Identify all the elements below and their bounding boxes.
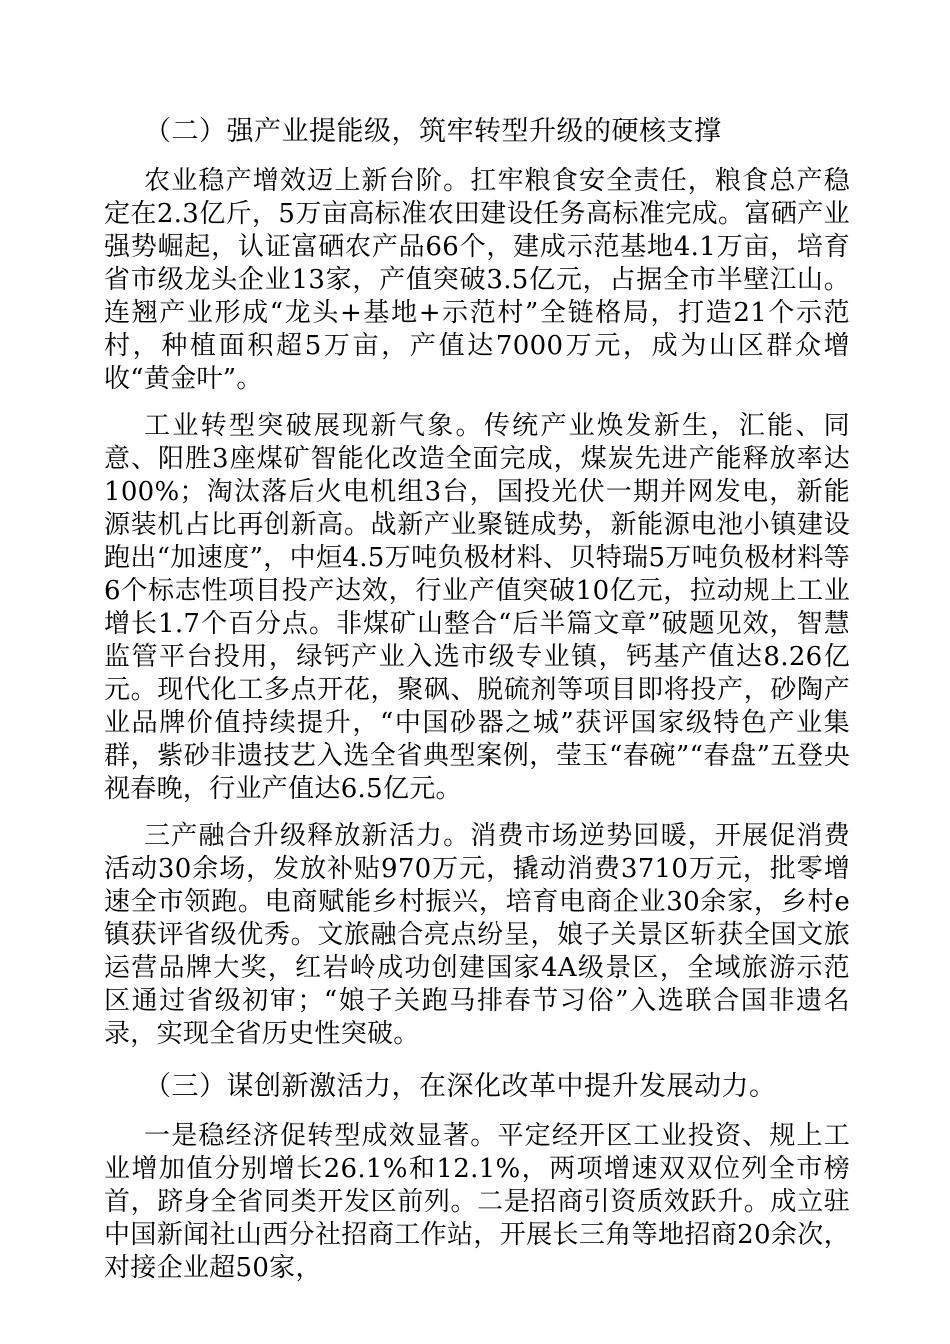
section-heading-3: （三）谋创新激活力，在深化改革中提升发展动力。	[144, 1071, 777, 1102]
document-body	[104, 110, 850, 1285]
paragraph-industry: 工业转型突破展现新气象。传统产业焕发新生，汇能、同意、阳胜3座煤矿智能化改造全面完成，煤炭先进产能释放率达100%；淘汰落后火电机组3台，国投光伏一期并网发电，新能源装机占比再创新高。战新产业聚链成势，新能源电池小镇建设跑出“加速度”，中烜4.5万吨负极材料、贝特瑞5万吨负极材料等6个标志性项目投产达效，行业产值突破10亿元，拉动规上工业增长1.7个百分点。非煤矿山整合“后半篇文章”破题见效，智慧监管平台投用，绿钙产业入选市级专业镇，钙基产值达8.26亿元。现代化工多点开花，聚砜、脱硫剂等项目即将投产，砂陶产业品牌价值持续提升，“中国砂器之城”获评国家级特色产业集群，紫砂非遗技艺入选全省典型案例，莹玉“春碗”“春盘”五登央视春晚，行业产值达6.5亿元。	[104, 411, 850, 804]
paragraph-tertiary: 三产融合升级释放新活力。消费市场逆势回暖，开展促消费活动30余场，发放补贴970万元，撬动消费3710万元，批零增速全市领跑。电商赋能乡村振兴，培育电商企业30余家，乡村e镇获评省级优秀。文旅融合亮点纷呈，娘子关景区斩获全国文旅运营品牌大奖，红岩岭成功创建国家4A级景区，全域旅游示范区通过省级初审；“娘子关跑马排春节习俗”入选联合国非遗名录，实现全省历史性突破。	[104, 821, 850, 1049]
paragraph-agriculture: 农业稳产增效迈上新台阶。扛牢粮食安全责任，粮食总产稳定在2.3亿斤，5万亩高标准农田建设任务高标准完成。富硒产业强势崛起，认证富硒农产品66个，建成示范基地4.1万亩，培育省市级龙头企业13家，产值突破3.5亿元，占据全市半壁江山。连翘产业形成“龙头+基地+示范村”全链格局，打造21个示范村，种植面积超5万亩，产值达7000万元，成为山区群众增收“黄金叶”。	[104, 166, 850, 394]
paragraph-reform: 一是稳经济促转型成效显著。平定经开区工业投资、规上工业增加值分别增长26.1%和12.1%，两项增速双双位列全市榜首，跻身全省同类开发区前列。二是招商引资质效跃升。成立驻中国新闻社山西分社招商工作站，开展长三角等地招商20余次，对接企业超50家，	[104, 1121, 850, 1283]
section-heading-2: （二）强产业提能级，筑牢转型升级的硬核支撑	[144, 116, 722, 147]
